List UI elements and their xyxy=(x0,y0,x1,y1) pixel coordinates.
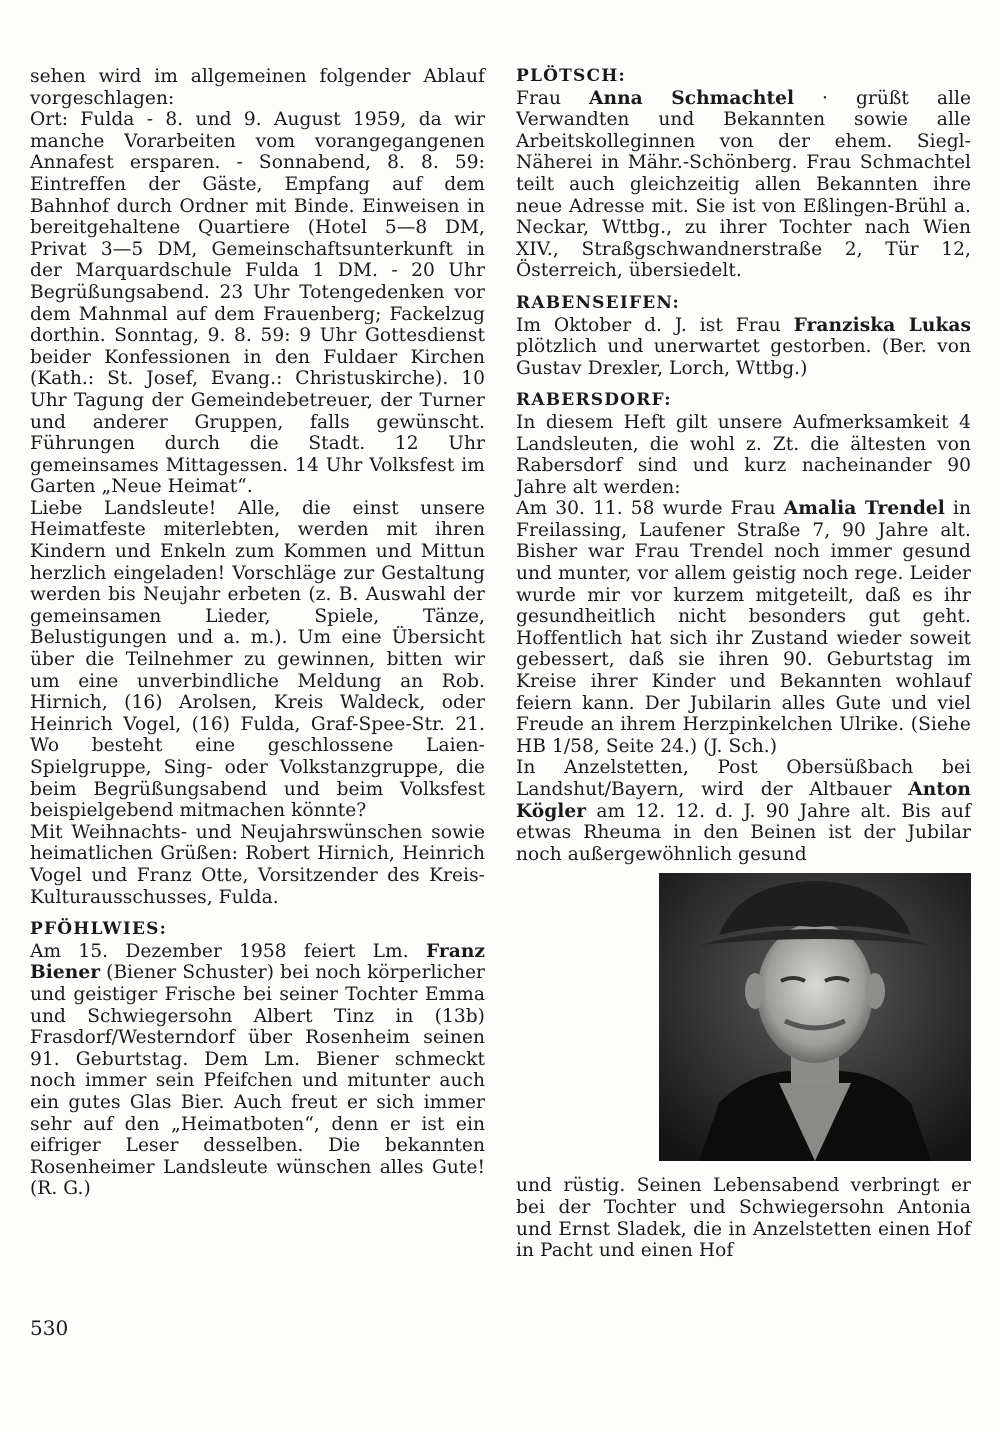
rabersdorf-paragraph-4: und rüstig. Seinen Lebensabend verbringt er bei der Tochter und Schwiegersohn Antonia und Ernst Sladek, die in Anzelstetten einen Hof in Pacht und einen Hof xyxy=(516,1175,971,1262)
section-heading-ploetsch: PLÖTSCH: xyxy=(516,66,626,86)
intro-paragraph-3: Liebe Landsleute! Alle, die einst unsere Heimatfeste miterlebten, werden mit ihren Kindern und Enkeln zum Kommen und Mittun herzlich eingeladen! Vorschläge zur Gestaltung werden bis Neujahr erbeten (z. B. Auswahl der gemeinsamen Lieder, Spiele, Tänze, Belustigungen und a. m.). Um eine Übersicht über die Teilnehmer zu gewinnen, bitten wir um eine unverbindliche Meldung an Rob. Hirnich, (16) Arolsen, Kreis Waldeck, oder Heinrich Vogel, (16) Fulda, Graf-Spee-Str. 21. Wo besteht eine geschlossene Laien-Spielgruppe, Sing- oder Volkstanzgruppe, die beim Begrüßungsabend und beim Volksfest beispielgebend mitmachen könnte? xyxy=(30,497,485,822)
person-name: Anna Schmachtel xyxy=(589,87,795,109)
rabersdorf-paragraph-1: In diesem Heft gilt unsere Aufmerksamkeit 4 Landsleuten, die wohl z. Zt. die ältesten von Rabersdorf sind und kurz nacheinander 90 Jahre alt werden: xyxy=(516,411,971,498)
person-name: Amalia Trendel xyxy=(783,498,945,520)
section-heading-rabersdorf: RABERSDORF: xyxy=(516,390,672,411)
person-name: Franziska Lukas xyxy=(793,314,971,336)
person-name: Anton Kögler xyxy=(516,779,971,822)
ploetsch-paragraph: Frau Anna Schmachtel · grüßt alle Verwandten und Bekannten sowie alle Arbeitskolleginnen von der ehem. Siegl-Näherei in Mähr.-Schönberg. Frau Schmachtel teilt auch gleichzeitig allen Bekannten ihre neue Adresse mit. Sie ist von Eßlingen-Brühl a. Neckar, Wttbg., zu ihrer Tochter nach Wien XIV., Straßgschwandnerstraße 2, Tür 12, Österreich, übersiedelt. xyxy=(516,87,972,282)
portrait-illustration xyxy=(659,873,971,1161)
pfoehlwies-paragraph: Am 15. Dezember 1958 feiert Lm. Franz Biener (Biener Schuster) bei noch körperlicher und geistiger Frische bei seiner Tochter Emma und Schwiegersohn Albert Tinz in (13b) Frasdorf/Westerndorf über Rosenheim seinen 91. Geburtstag. Dem Lm. Biener schmeckt noch immer sein Pfeifchen und mitunter auch ein gutes Glas Bier. Auch freut er sich immer sehr auf den „Heimatboten“, denn er ist ein eifriger Leser desselben. Die bekannten Rosenheimer Landsleute wünschen alles Gute! (R. G.) xyxy=(30,940,485,1200)
intro-paragraph-2: Ort: Fulda - 8. und 9. August 1959, da wir manche Vorarbeiten vom vorangegangenen Annafest ersparen. - Sonnabend, 8. 8. 59: Eintreffen der Gäste, Empfang auf dem Bahnhof durch Ordner mit Binde. Einweisen in bereitgehaltene Quartiere (Hotel 5—8 DM, Privat 3—5 DM, Gemeinschaftsunterkunft in der Marquardschule Fulda 1 DM. - 20 Uhr Begrüßungsabend. 23 Uhr Totengedenken vor dem Mahnmal auf dem Frauenberg; Fackelzug dorthin. Sonntag, 9. 8. 59: 9 Uhr Gottesdienst beider Konfessionen in den Fuldaer Kirchen (Kath.: St. Josef, Evang.: Christuskirche). 10 Uhr Tagung der Gemeindebetreuer, der Turner und anderer Gruppen, falls gewünscht. Führungen durch die Stadt. 12 Uhr gemeinsames Mittagessen. 14 Uhr Volksfest im Garten „Neue Heimat“. xyxy=(30,109,485,498)
section-heading-rabenseifen: RABENSEIFEN: xyxy=(516,292,681,313)
person-name: Franz Biener xyxy=(30,940,485,984)
rabenseifen-paragraph: Im Oktober d. J. ist Frau Franziska Lukas plötzlich und unerwartet gestorben. (Ber. von Gustav Drexler, Lorch, Wttbg.) xyxy=(516,314,971,379)
intro-paragraph-4: Mit Weihnachts- und Neujahrswünschen sowie heimatlichen Grüßen: Robert Hirnich, Heinrich Vogel und Franz Otte, Vorsitzender des Kreis-Kulturausschusses, Fulda. xyxy=(30,821,485,908)
intro-paragraph-1: sehen wird im allgemeinen folgender Ablauf vorgeschlagen: xyxy=(30,66,485,109)
section-heading-pfoehlwies: PFÖHLWIES: xyxy=(30,919,168,940)
portrait-photo xyxy=(659,873,971,1161)
page-number: 530 xyxy=(30,1316,69,1340)
rabersdorf-paragraph-2: Am 30. 11. 58 wurde Frau Amalia Trendel in Freilassing, Laufener Straße 7, 90 Jahre alt. Bisher war Frau Trendel noch immer gesund und munter, vor allem geistig noch rege. Leider wurde mir vor kurzem mitgeteilt, daß es ihr gesundheitlich nicht besonders gut geht. Hoffentlich hat sich ihr Zustand wieder soweit gebessert, daß sie ihren 90. Geburtstag im Kreise ihrer Kinder und Bekannten wohlauf feiern kann. Der Jubilarin alles Gute und viel Freude an ihrem Herzpinkelchen Ulrike. (Siehe HB 1/58, Seite 24.) (J. Sch.) xyxy=(516,498,971,757)
rabersdorf-paragraph-3: In Anzelstetten, Post Obersüßbach bei Landshut/Bayern, wird der Altbauer Anton Kögler am 12. 12. d. J. 90 Jahre alt. Bis auf etwas Rheuma in den Beinen ist der Jubilar noch außergewöhnlich gesund xyxy=(516,757,971,865)
left-column xyxy=(30,66,485,1200)
right-column xyxy=(516,66,971,1262)
